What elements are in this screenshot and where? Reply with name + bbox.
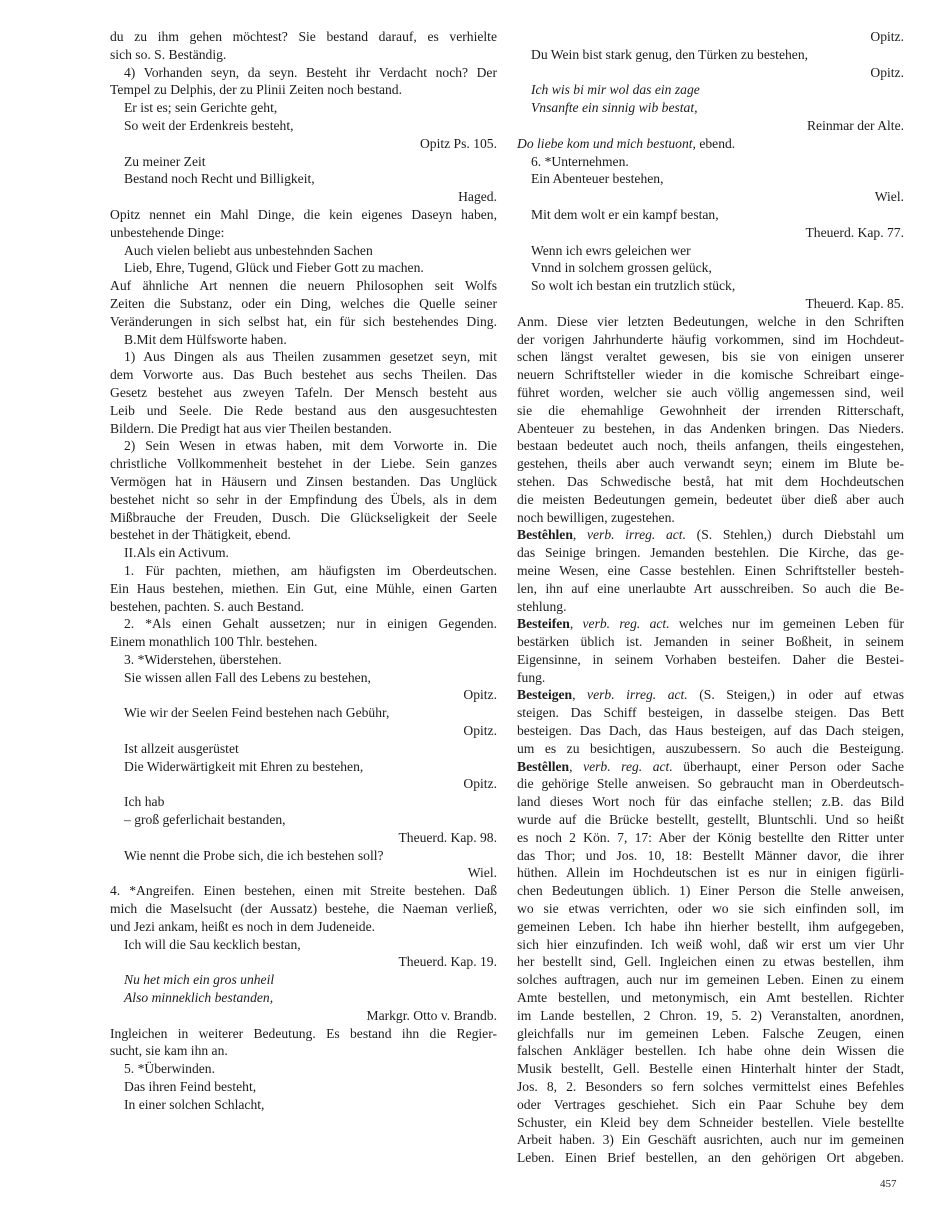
text-line: Veränderungen in sich selbst hat, ein für sich bestehendes Ding. [110,313,497,329]
text-line: Vnnd in solchem grossen gelück, [531,260,712,276]
text-line: falschen Ankläger bestellen. Ich habe ohne dein Wissen die [517,1043,904,1059]
text-line: 1) Aus Dingen als aus Theilen zusammen gesetzet seyn, mit [124,349,497,365]
text-line: Opitz. [870,64,904,80]
page-number: 457 [880,1178,897,1190]
text-line: Markgr. Otto v. Brandb. [366,1007,497,1023]
text-line: Opitz. [463,776,497,792]
text-line: gestehen, theils aber auch verwandt seyn; einem im Blute be- [517,456,904,472]
text-line: Wiel. [467,865,497,881]
text-line: Opitz. [463,723,497,739]
text-line: im Lande bestellen, 2 Chron. 19, 5. 2) Veranstalten, anordnen, [517,1007,904,1023]
text-line: dem Vorworte aus. Das Buch bestehet aus sechs Theilen. Das [110,367,497,383]
text-line: die gehörige Stelle anweisen. So gebraucht man in Oberdeutsch- [517,776,904,792]
text-line: So wolt ich bestan ein trutzlich stück, [531,278,736,294]
text-line: her bestellt sind, Gell. Ingleichen einen zu etwas bestellen, ihm [517,954,904,970]
text-line: neuern Schriftsteller wieder in die komische Schreibart einge- [517,367,904,383]
text-line: Also minneklich bestanden, [124,990,274,1006]
text-line: Theuerd. Kap. 98. [398,829,497,845]
text-line: Zeiten die Substanz, oder ein Ding, welches die Quelle seiner [110,295,497,311]
text-line: sich so. S. Beständig. [110,46,227,62]
text-line: land dieses Wort noch für das einfache stellen; z.B. das Bild [517,794,904,810]
text-line: wo sie etwas verrichten, oder wo sie sich einfinden soll, im [517,901,904,917]
text-line: Bildern. Die Predigt hat aus vier Theilen bestanden. [110,420,392,436]
headword: Bestêhlen [517,527,573,543]
text-line: In einer solchen Schlacht, [124,1096,265,1112]
text-line: Wie wir der Seelen Feind bestehen nach Gebühr, [124,705,390,721]
text-line: Bestêhlen, verb. irreg. act. (S. Stehlen,) durch Diebstahl um [517,527,905,543]
text-line: Abenteuer zu bestehen, in das Andenken bringen. Das Nieders. [517,420,904,436]
text-line: Opitz Ps. 105. [419,135,497,151]
text-line: 2. *Als einen Gehalt aussetzen; nur in einigen Gegenden. [124,616,497,632]
text-line: Ich hab [124,794,165,810]
text-line: hüthen. Allein im Hochdeutschen ist es nur in einigen figürli- [517,865,904,881]
text-line: Amte bestellen, und metonymisch, ein Amt bestellen. Richter [517,990,904,1006]
text-line: das Thor; und Jos. 10, 18: Bestellt Männer davor, die ihrer [517,847,904,863]
text-line: Ich will die Sau kecklich bestan, [124,936,301,952]
text-line: Einem monathlich 100 Thlr. bestehen. [110,634,318,650]
text-line: stehlung. [517,598,567,614]
left-column [110,28,497,1114]
text-line: 5. *Überwinden. [124,1061,215,1077]
text-line: Opitz. [463,687,497,703]
text-line: 6. *Unternehmen. [531,153,629,169]
text-line: Ingleichen in weiterer Bedeutung. Es bestand ihn die Regier- [110,1025,497,1041]
text-line: steigen. Das Schiff besteigen, in dasselbe steigen. Das Bett [517,705,904,721]
text-line: Theuerd. Kap. 77. [805,224,904,240]
text-line: So weit der Erdenkreis besteht, [124,117,294,133]
text-line: Eigensinne, in seinem Vorhaben besteifen. Daher die Bestei- [517,651,904,667]
text-line: Gesetz bestehet aus zweyen Tafeln. Der Mensch besteht aus [110,384,497,400]
text-line: Schuster, ein Kleid bey dem Schneider bestellen. Viele bestellte [517,1114,904,1130]
text-line: Das ihren Feind besteht, [124,1079,257,1095]
headword: Bestêllen [517,758,570,774]
text-line: 3. *Widerstehen, überstehen. [124,651,282,667]
text-line: Bestêllen, verb. reg. act. überhaupt, einer Person oder Sache [517,758,905,774]
text-line: gemeinen Leben. Ich habe ihn hierher bestellt, ihm aufgegeben, [517,918,904,934]
text-line: 4. *Angreifen. Einen bestehen, einen mit Streite bestehen. Daß [110,883,497,899]
text-line: die meisten Bedeutungen gemein, bedeutet über dieß aber auch [517,491,904,507]
text-line: solches auftragen, auch nur im gemeinen Leben. Einen zu einem [517,972,904,988]
text-line: Tempel zu Delphis, der zu Plinii Zeiten noch bestand. [110,82,402,98]
text-line: Bestand noch Recht und Billigkeit, [124,171,315,187]
text-line: Wie nennt die Probe sich, die ich bestehen soll? [124,847,384,863]
text-line: Reinmar der Alte. [806,117,904,133]
text-line: stehen. Das Schwedische bestå, hat mit dem Hochdeutschen [517,473,904,489]
text-line: Musik bestellt, Gell. Bestelle einen Hinterhalt hinter der Stadt, [517,1061,904,1077]
text-line: das Seinige bringen. Jemanden bestehlen. Die Kirche, das ge- [517,545,904,561]
text-line: du zu ihm gehen möchtest? Sie bestand darauf, es verhielte [110,29,497,44]
text-line: Anm. Diese vier letzten Bedeutungen, welche in den Schriften [517,313,904,329]
text-line: chen Bedeutungen üblich. 1) Einer Person die Stelle anweisen, [517,883,904,899]
text-line: und Jezi ankam, heißt es noch in dem Judeneide. [110,918,376,934]
text-line: Lieb, Ehre, Tugend, Glück und Fieber Gott zu machen. [124,260,424,276]
text-line: schen längst veraltet gewesen, bis sie von einigen unserer [517,349,904,365]
text-line: noch bewilligen, zugestehen. [517,509,675,525]
text-line: Theuerd. Kap. 19. [398,954,497,970]
text-line: Opitz nennet ein Mahl Dinge, die kein eigenes Daseyn haben, [110,206,497,222]
right-column [517,28,904,1167]
text-line: Vermögen hat in Häusern und Zinsen bestanden. Das Unglück [110,473,497,489]
text-line: fung. [517,669,546,685]
text-line: christliche Vollkommenheit bestehet in der Liebe. Sein ganzes [110,456,497,472]
text-line: oder Vertrages geschiehet. Sich ein Paar Schuhe bey dem [517,1096,904,1112]
text-line: Auch vielen beliebt aus unbestehnden Sachen [124,242,373,258]
text-line: 2) Sein Wesen in etwas haben, mit dem Vorworte in. Die [124,438,497,454]
text-line: Theuerd. Kap. 85. [805,295,904,311]
text-line: Arbeit haben. 3) Ein Geschäft ausrichten, auch nur im gemeinen [517,1132,904,1148]
text-line: Jos. 8, 2. Besonders so fern solches vermittelst eines Befehles [517,1079,904,1095]
text-line: bestehet in der Thätigkeit, ebend. [110,527,291,543]
text-line: bestaan bedeutet auch noch, theils anfangen, theils eingestehen, [517,438,904,454]
text-line: len, ihn auf eine unerlaubte Art ausschreiben. So auch die Be- [517,580,904,596]
text-line: der vorigen Jahrhunderte häufig vorkommen, sind im Hochdeut- [517,331,904,347]
text-line: um es zu besichtigen, auszubessern. So auch die Besteigung. [517,740,904,756]
text-line: bestehen, pachten. S. auch Bestand. [110,598,305,614]
headword: Besteigen [517,687,573,703]
text-line: Auf ähnliche Art nennen die neuern Philosophen seit Wolfs [110,278,497,294]
text-line: Haged. [458,189,497,205]
headword: Besteifen [517,616,570,632]
text-line: Er ist es; sein Gerichte geht, [124,100,278,116]
text-line: II.Als ein Activum. [124,545,229,561]
text-line: bestärken üblich ist. Jemanden in seiner Boßheit, in seinem [517,634,904,650]
text-line: führet worden, welcher sie auch völlig angemessen sind, weil [517,384,904,400]
text-line: wurde auf die Brücke bestellt, gestellt, Bluntschli. Und so heißt [517,812,904,828]
text-line: Du Wein bist stark genug, den Türken zu bestehen, [531,46,809,62]
text-line: Zu meiner Zeit [124,153,206,169]
text-line: besteigen. Das Dach, das Haus besteigen, auf das Dach steigen, [517,723,904,739]
text-line: gleichfalls nur im gemeinen Leben. Falsche Zeugen, einen [517,1025,904,1041]
text-line: sucht, sie kam ihn an. [110,1043,228,1059]
text-line: meine Wesen, eine Casse bestehlen. Einen Schriftsteller besteh- [517,562,904,578]
text-line: B.Mit dem Hülfsworte haben. [124,331,287,347]
text-line: sie die ehemahlige Gewohnheit der irrenden Ritterschaft, [517,402,904,418]
text-line: es noch 2 Kön. 7, 17: Aber der König bestellte den Ritter unter [517,829,904,845]
text-line: Nu het mich ein gros unheil [124,972,275,988]
text-line: – groß geferlichait bestanden, [124,812,286,828]
text-line: Do liebe kom und mich bestuont, ebend. [517,135,736,151]
text-line: Vnsanfte ein sinnig wib bestat, [531,100,698,116]
text-line: Mißbrauche der Freuden, Dusch. Die Glückseligkeit der Seele [110,509,497,525]
text-line: Ein Haus bestehen, miethen. Ein Gut, eine Mühle, einen Garten [110,580,497,596]
text-line: bestehet nicht so sehr in der Empfindung des Übels, als in dem [110,491,497,507]
text-line: sich hier einzufinden. Ich weiß wohl, daß wir erst um vier Uhr [517,936,904,952]
text-line: Opitz. [870,29,904,44]
text-line: Ist allzeit ausgerüstet [124,740,239,756]
text-line: Wiel. [874,189,904,205]
text-line: 4) Vorhanden seyn, da seyn. Besteht ihr Verdacht noch? Der [124,64,497,80]
text-line: Leben. Einen Brief bestellen, an den gehörigen Ort abgeben. [517,1150,904,1166]
text-line: Wenn ich ewrs geleichen wer [531,242,691,258]
text-line: 1. Für pachten, miethen, am häufigsten im Oberdeutschen. [124,562,497,578]
text-line: Besteigen, verb. irreg. act. (S. Steigen,) in oder auf etwas [517,687,905,703]
text-line: unbestehende Dinge: [110,224,225,240]
text-line: mich die Maselsucht (der Aussatz) bestehe, die Naeman verließ, [110,901,497,917]
text-line: Mit dem wolt er ein kampf bestan, [531,206,719,222]
text-line: Leib und Seele. Die Rede bestand aus den ausgesuchtesten [110,402,497,418]
text-line: Sie wissen allen Fall des Lebens zu bestehen, [124,669,371,685]
text-line: Die Widerwärtigkeit mit Ehren zu bestehen, [124,758,364,774]
text-line: Ein Abenteuer bestehen, [531,171,664,187]
text-line: Ich wis bi mir wol das ein zage [531,82,700,98]
text-line: Besteifen, verb. reg. act. welches nur im gemeinen Leben für [517,616,904,632]
